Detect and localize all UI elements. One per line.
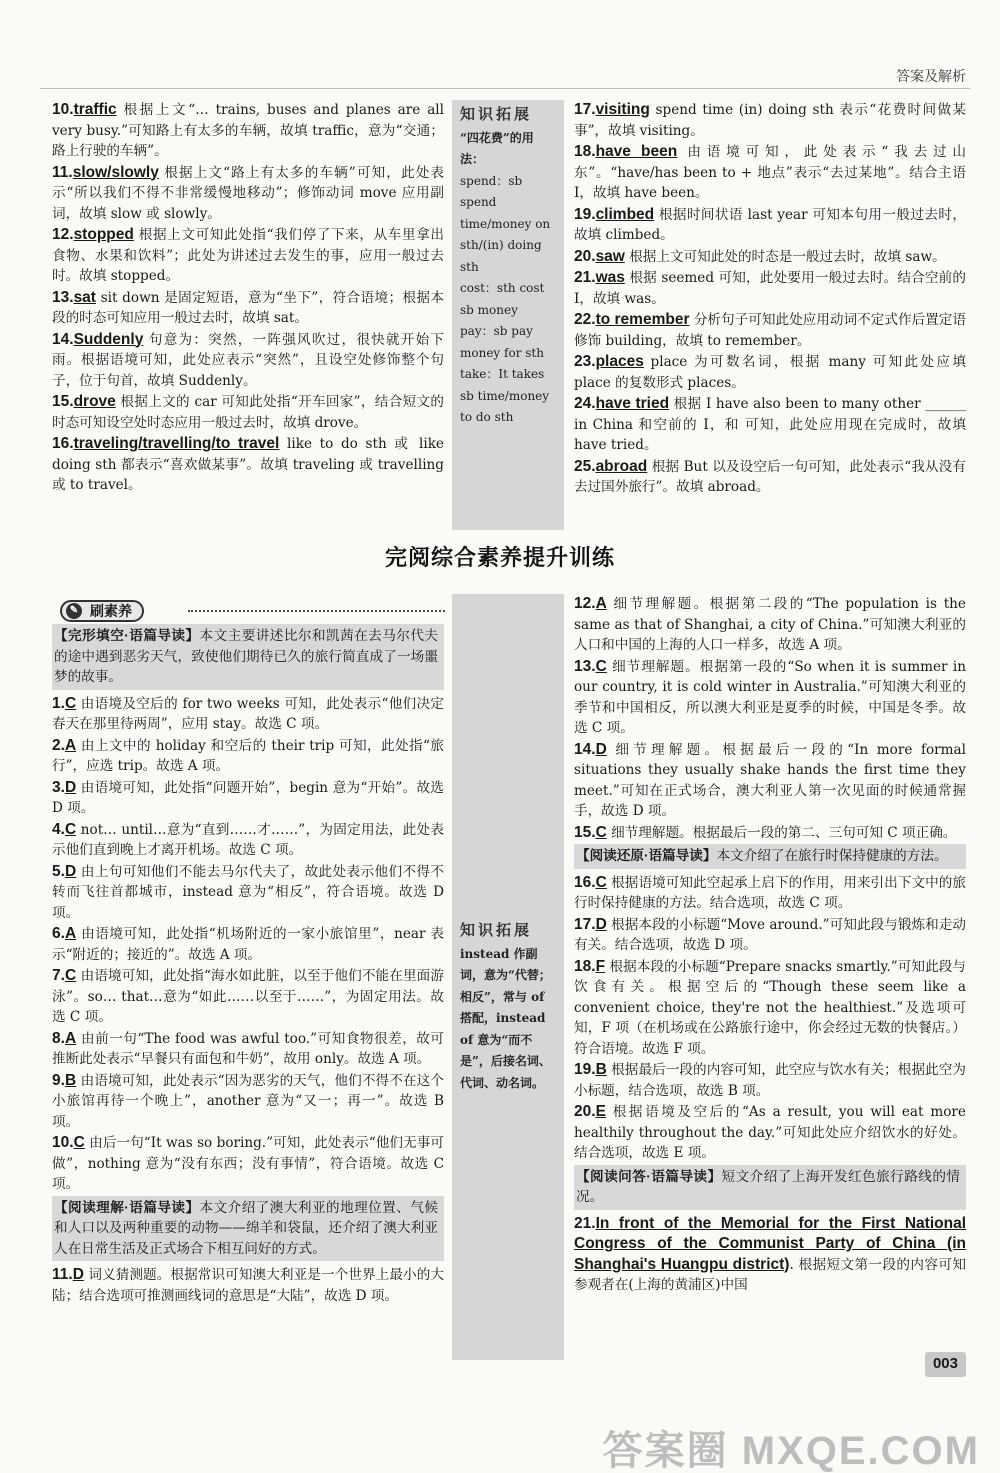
item-answer: C — [595, 823, 607, 841]
item-answer: In front of the Memorial for the First National Congress of the Communist Party of China (in Shanghai's Huangpu district) — [574, 1214, 966, 1273]
item-number: 15. — [52, 393, 74, 410]
item-explanation: 根据上文可知此处指“我们停了下来，从车里拿出食物、水果和饮料”；此处为讲述过去发生的事，应用一般过去时。故填 stopped。 — [52, 227, 444, 284]
item-answer: E — [595, 1103, 606, 1120]
answer-item — [574, 823, 966, 844]
item-number: 12. — [52, 226, 74, 243]
answer-item — [574, 205, 966, 246]
answer-item — [574, 657, 966, 739]
item-answer: C — [73, 1134, 85, 1151]
answer-item — [574, 352, 966, 393]
sidebar-title: 知识拓展 — [460, 105, 533, 123]
guide-tag: 【阅读还原·语篇导读】 — [576, 848, 717, 863]
item-number: 17. — [574, 101, 596, 118]
item-answer: F — [595, 957, 606, 975]
item-number: 10. — [52, 101, 74, 118]
answer-item — [52, 778, 444, 819]
book-icon: ✎ — [66, 603, 82, 619]
item-explanation: . 根据短文第一段的内容可知参观者在(上海的黄浦区)中国 — [574, 1256, 966, 1293]
reading-guide — [574, 1165, 966, 1210]
item-explanation: 由语境可知，此处表示“我去过山东”。“have/has been to + 地点”表示“去过某地”。结合主语 I，故填 have been。 — [574, 144, 967, 201]
answer-item — [574, 457, 966, 498]
bottom-left-column — [52, 624, 444, 1307]
answer-item — [52, 862, 444, 924]
item-number: 19. — [574, 205, 596, 223]
item-explanation: 由前一句“The food was awful too.”可知食物很差，故可推断此处表示“早餐只有面包和牛奶”，故用 only。故选 A 项。 — [52, 1030, 445, 1067]
badge-pill — [60, 600, 144, 622]
answer-item — [52, 1133, 444, 1195]
item-explanation: 由上句可知他们不能去马尔代夫了，故此处表示他们不得不转而飞往首都城市，instead 意为“相反”，符合语境。故选 D 项。 — [52, 863, 445, 921]
answer-item — [574, 394, 966, 456]
answer-item — [574, 740, 966, 822]
answer-item — [574, 915, 966, 956]
item-answer: have tried — [595, 395, 670, 412]
answer-item — [52, 1265, 444, 1306]
reading-guide — [52, 1196, 444, 1262]
section-title: 完阅综合素养提升训练 — [384, 545, 615, 570]
answer-item — [574, 142, 966, 204]
item-answer: D — [64, 778, 77, 796]
item-explanation: 词义猜测题。根据常识可知澳大利亚是一个世界上最小的大陆；结合选项可推测画线词的意思是“大陆”，故选 D 项。 — [52, 1267, 445, 1304]
item-answer: C — [64, 694, 77, 712]
item-answer: B — [595, 1061, 607, 1078]
item-number: 25. — [574, 457, 596, 475]
item-number: 1. — [52, 694, 65, 712]
item-answer: abroad — [595, 457, 648, 475]
item-answer: D — [595, 915, 607, 933]
item-answer: saw — [595, 247, 625, 265]
answer-item — [574, 873, 966, 914]
watermark: 答案圈 MXQE.COM — [602, 1428, 980, 1473]
item-number: 7. — [52, 967, 65, 984]
answer-item — [574, 1060, 966, 1101]
item-explanation: like to do sth 或 like doing sth 都表示“喜欢做某事”。故填 traveling 或 travelling 或 to travel。 — [52, 436, 444, 493]
item-explanation: 根据语境及空后的“As a result, you will eat more healthily throughout the day.”可知此处应介绍饮水的好处。结合选项，故选 E 项。 — [574, 1104, 966, 1161]
item-answer: A — [64, 736, 77, 754]
sidebar-title-mid: 知识拓展 — [460, 921, 533, 939]
sidebar-line: cost：sth cost sb money — [460, 281, 545, 317]
knowledge-sidebar-top — [452, 100, 564, 530]
item-explanation: 根据 But 以及设空后一句可知，此处表示“我从没有去过国外旅行”。故填 abroad。 — [574, 458, 966, 495]
item-explanation: 根据上文的 car 可知此处指“开车回家”，结合短文的时态可知设空处时态应用一般过去时，故填 drove。 — [52, 394, 444, 431]
item-explanation: 根据语境可知此空起承上启下的作用，用来引出下文中的旅行时保持健康的方法。结合选项，故选 C 项。 — [574, 874, 967, 911]
item-answer: Suddenly — [73, 330, 144, 348]
item-explanation: 根据本段的小标题“Prepare snacks smartly.”可知此段与饮食有关。根据空后的“Though these seem like a convenient choice, they're not the healthiest.”及选项可知，F 项（在机场或在公路旅行途中，你会经过无数的快餐店。）符合语境。故选 F 项。 — [574, 958, 966, 1057]
item-number: 21. — [574, 269, 596, 286]
item-explanation: 由语境可知，此处指“海水如此脏，以至于他们不能在里面游泳”。so… that…意为“如此……以至于……”，为固定用法。故选 C 项。 — [52, 968, 444, 1025]
reading-guide — [574, 844, 966, 869]
item-answer: D — [72, 1266, 84, 1283]
item-number: 16. — [52, 435, 74, 452]
answer-item — [574, 247, 966, 268]
item-number: 3. — [52, 778, 65, 796]
item-explanation: 由语境可知，此处指“机场附近的一家小旅馆里”，near 表示“附近的；接近的”。故选 A 项。 — [52, 926, 444, 963]
item-answer: traveling/travelling/to travel — [73, 435, 280, 452]
answer-item — [52, 1029, 444, 1070]
guide-tag: 【阅读问答·语篇导读】 — [576, 1168, 722, 1184]
answer-item — [52, 820, 444, 861]
item-explanation: 细节理解题。根据第一段的“So when it is summer in our country, it is cold winter in Australia.”可知澳大利亚的季节和中国相反，所以澳大利亚是夏季的时候，中国是冬季。故选 C 项。 — [574, 658, 966, 736]
item-answer: climbed — [595, 205, 655, 223]
guide-tag: 【完形填空·语篇导读】 — [54, 628, 200, 643]
reading-guide — [52, 624, 444, 690]
item-number: 24. — [574, 395, 596, 412]
item-answer: A — [64, 1029, 77, 1047]
answer-item — [52, 100, 444, 162]
item-explanation: 根据 I have also been to many other ______ in China 和空前的 I，和 可知，此处应用现在完成时，故填 have tried。 — [574, 396, 966, 453]
guide-text: 本文介绍了在旅行时保持健康的方法。 — [716, 848, 948, 864]
answer-item — [52, 225, 444, 287]
item-number: 17. — [574, 915, 596, 933]
item-answer: C — [64, 820, 77, 838]
knowledge-sidebar-mid — [452, 594, 564, 1360]
answer-item — [574, 1214, 966, 1296]
answer-item — [574, 957, 966, 1060]
guide-text: 本文介绍了澳大利亚的地理位置、气候和人口以及两种重要的动物——绵羊和袋鼠，还介绍了澳大利亚人在日常生活及正式场合下相互问好的方式。 — [54, 1199, 438, 1257]
item-answer: A — [64, 925, 77, 942]
answer-item — [574, 594, 966, 656]
item-number: 5. — [52, 862, 65, 880]
answer-item — [52, 330, 444, 392]
item-number: 18. — [574, 143, 596, 160]
item-number: 11. — [52, 163, 73, 181]
item-number: 12. — [574, 595, 596, 612]
answer-item — [52, 288, 444, 329]
guide-tag: 【阅读理解·语篇导读】 — [54, 1199, 200, 1215]
item-number: 4. — [52, 820, 65, 838]
guide-text: 短文介绍了上海开发红色旅行路线的情况。 — [576, 1168, 960, 1205]
item-number: 16. — [574, 873, 596, 891]
page-number: 003 — [925, 1352, 966, 1377]
answer-item — [52, 1071, 444, 1133]
item-answer: stopped — [73, 226, 134, 243]
item-explanation: 根据时间状语 last year 可知本句用一般过去时，故填 climbed。 — [574, 206, 966, 243]
item-number: 14. — [574, 740, 596, 758]
item-answer: A — [595, 595, 607, 612]
item-number: 21. — [574, 1214, 596, 1232]
item-number: 9. — [52, 1071, 65, 1089]
answer-item — [52, 392, 444, 433]
item-answer: drove — [73, 393, 116, 410]
item-answer: C — [595, 657, 607, 675]
dotted-rule — [188, 610, 445, 612]
badge-row — [60, 600, 445, 622]
item-number: 8. — [52, 1029, 65, 1047]
item-answer: D — [595, 740, 607, 758]
item-number: 10. — [52, 1134, 74, 1151]
sidebar-lines — [460, 171, 556, 429]
answer-item — [574, 1102, 966, 1164]
guide-text: 本文主要讲述比尔和凯茜在去马尔代夫的途中遇到恶劣天气，致使他们期待已久的旅行简直成了一场噩梦的故事。 — [54, 628, 438, 685]
item-explanation: 根据上文“路上有太多的车辆”可知，此处表示“所以我们不得不非常缓慢地移动”；修饰动词 move 应用副词，故填 slow 或 slowly。 — [52, 164, 444, 222]
item-explanation: 由上文中的 holiday 和空后的 their trip 可知，此处指“旅行”，应选 trip。故选 A 项。 — [52, 737, 444, 774]
item-explanation: 细节理解题。根据最后一段的第二、三句可知 C 项正确。 — [611, 824, 957, 841]
item-explanation: 由后一句“It was so boring.”可知，此处表示“他们无事可做”，nothing 意为“没有东西；没有事情”，符合语境。故选 C 项。 — [52, 1135, 444, 1192]
answer-item — [52, 966, 444, 1028]
item-answer: B — [64, 1071, 77, 1089]
bottom-right-column — [574, 594, 966, 1297]
item-explanation: sit down 是固定短语，意为“坐下”，符合语境；根据本段的时态可知应用一般过去时，故填 sat。 — [52, 289, 445, 326]
item-explanation: 根据上文“… trains, buses and planes are all very busy.”可知路上有太多的车辆，故填 traffic，意为“交通；路上行驶的车辆”。 — [52, 102, 445, 159]
item-explanation: 根据本段的小标题“Move around.”可知此段与锻炼和走动有关。结合选项，故选 D 项。 — [574, 916, 966, 953]
item-answer: to remember — [595, 311, 690, 328]
item-explanation: 细节理解题。根据第二段的“The population is the same as that of Shanghai, a city of China.”可知澳大利亚的人口和中国的上海的人口一样多，故选 A 项。 — [574, 596, 966, 653]
sidebar-line: take：It takes sb time/money to do sth — [460, 367, 550, 424]
item-number: 20. — [574, 247, 596, 265]
item-answer: sat — [73, 288, 96, 306]
item-number: 11. — [52, 1266, 73, 1283]
item-explanation: place 为可数名词，根据 many 可知此处应填 place 的复数形式 places。 — [574, 354, 966, 391]
item-number: 13. — [52, 288, 74, 306]
top-right-column — [574, 100, 966, 499]
item-number: 2. — [52, 736, 65, 754]
answer-item — [52, 924, 444, 965]
item-number: 13. — [574, 657, 596, 675]
item-explanation: 分析句子可知此处应用动词不定式作后置定语修饰 building，故填 to remember。 — [574, 312, 966, 349]
answer-item — [574, 100, 966, 141]
answer-item — [52, 736, 444, 777]
badge-label: 刷素养 — [90, 603, 132, 619]
item-explanation: not… until…意为“直到……才……”，为固定用法，此处表示他们直到晚上才离开机场。故选 C 项。 — [52, 821, 444, 858]
item-explanation: 由语境可知，此处表示“因为恶劣的天气，他们不得不在这个小旅馆再待一个晚上”，another 意为“又一；再一”。故选 B 项。 — [52, 1072, 444, 1130]
item-answer: C — [595, 873, 607, 891]
sidebar-text-mid: instead 作副词，意为“代替；相反”，常与 of 搭配，instead of 意为“而不是”，后接名词、代词、动名词。 — [460, 946, 551, 1090]
item-number: 14. — [52, 330, 74, 348]
item-explanation: spend time (in) doing sth 表示“花费时间做某事”，故填 visiting。 — [574, 102, 966, 139]
answer-item — [574, 310, 966, 351]
item-number: 20. — [574, 1103, 596, 1120]
item-number: 22. — [574, 311, 596, 328]
item-answer: traffic — [73, 101, 117, 118]
item-explanation: 根据 seemed 可知，此处要用一般过去时。结合空前的 I，故填 was。 — [574, 270, 966, 307]
answer-item — [574, 268, 966, 309]
item-explanation: 由语境及空后的 for two weeks 可知，此处表示“他们决定春天在那里待两周”，应用 stay。故选 C 项。 — [52, 695, 445, 732]
item-number: 18. — [574, 957, 596, 975]
sidebar-line: pay：sb pay money for sth — [460, 324, 544, 360]
item-explanation: 根据最后一段的内容可知，此空应与饮水有关；根据此空为小标题，结合选项，故选 B 项。 — [574, 1062, 967, 1099]
item-answer: slow/slowly — [72, 163, 159, 181]
item-answer: was — [595, 269, 625, 286]
answer-item — [52, 694, 444, 735]
item-answer: have been — [595, 143, 678, 160]
item-answer: places — [595, 353, 644, 370]
sidebar-phrase: “四花费”的用法： — [460, 130, 534, 166]
item-number: 15. — [574, 823, 596, 841]
item-answer: D — [64, 862, 77, 880]
item-number: 6. — [52, 925, 65, 942]
item-explanation: 句意为：突然，一阵强风吹过，很快就开始下雨。根据语境可知，此处应表示“突然”，且设空处修饰整个句子，位于句首，故填 Suddenly。 — [52, 331, 444, 389]
sidebar-line: spend：sb spend time/money on sth/(in) doing sth — [460, 173, 551, 274]
item-explanation: 根据上文可知此处的时态是一般过去时，故填 saw。 — [629, 248, 946, 265]
item-number: 23. — [574, 353, 596, 370]
item-answer: visiting — [595, 101, 650, 118]
top-left-column — [52, 100, 444, 497]
item-number: 19. — [574, 1061, 596, 1078]
header-rule — [40, 88, 970, 89]
answer-item — [52, 163, 444, 225]
answer-item — [52, 434, 444, 496]
item-explanation: 细节理解题。根据最后一段的“In more formal situations they usually shake hands the first time they meet.”可知在正式场合，澳大利亚人第一次见面的时候通常握手，故选 D 项。 — [574, 741, 966, 819]
item-explanation: 由语境可知，此处指“问题开始”，begin 意为“开始”。故选 D 项。 — [52, 779, 444, 816]
page-header-title: 答案及解析 — [896, 68, 966, 84]
item-answer: C — [64, 967, 77, 984]
